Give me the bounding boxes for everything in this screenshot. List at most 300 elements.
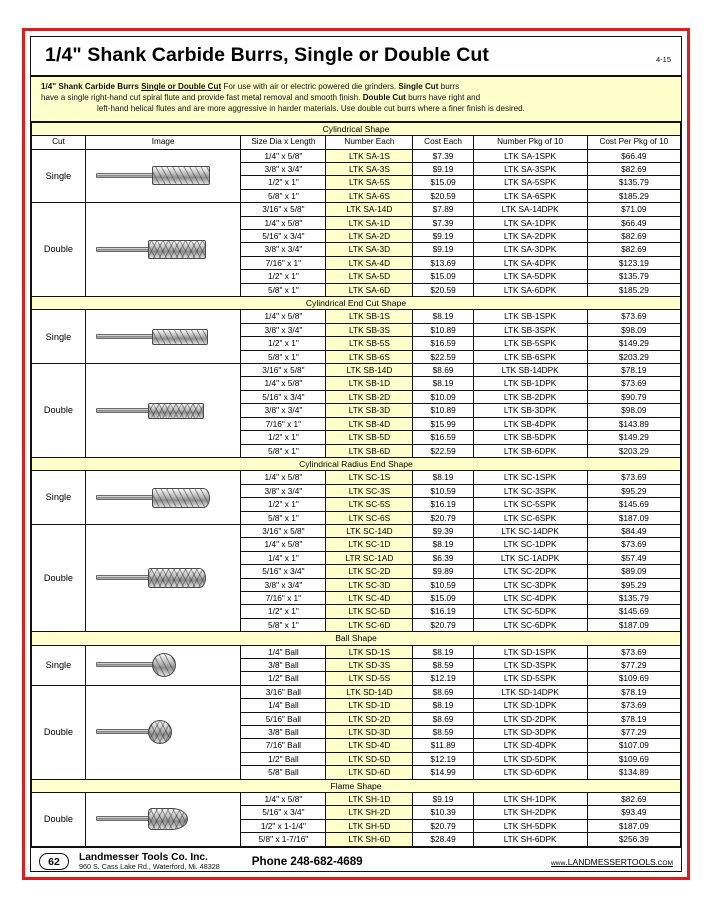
- part-number-each: LTK SB-6S: [326, 350, 413, 363]
- cost-each: $16.19: [413, 498, 473, 511]
- size-cell: 5/8" x 1": [241, 511, 326, 524]
- intro-line2-tail: burrs have right and: [405, 92, 481, 102]
- section-header-row: [32, 457, 681, 470]
- part-number-each: LTK SC-6S: [326, 511, 413, 524]
- burr-spec-table: [31, 122, 681, 847]
- part-number-pkg10: LTK SD-14DPK: [473, 685, 587, 698]
- part-number-pkg10: LTK SB-1DPK: [473, 377, 587, 390]
- size-cell: 5/8" x 1": [241, 618, 326, 631]
- table-row[interactable]: [32, 793, 681, 806]
- part-number-each: LTK SB-1S: [326, 310, 413, 323]
- cost-pkg10: $66.49: [587, 149, 680, 162]
- cost-pkg10: $82.69: [587, 230, 680, 243]
- page-footer: [31, 847, 681, 877]
- part-number-pkg10: LTK SD-5SPK: [473, 672, 587, 685]
- size-cell: 1/2" x 1": [241, 498, 326, 511]
- cost-pkg10: $185.29: [587, 189, 680, 202]
- part-number-pkg10: LTK SB-1SPK: [473, 310, 587, 323]
- cost-pkg10: $98.09: [587, 404, 680, 417]
- cost-pkg10: $98.09: [587, 323, 680, 336]
- part-number-each: LTK SH-5D: [326, 819, 413, 832]
- cost-pkg10: $109.69: [587, 672, 680, 685]
- intro-product-bold: 1/4" Shank Carbide Burrs: [41, 82, 142, 91]
- part-number-each: LTK SC-6D: [326, 618, 413, 631]
- burr-illustration-radend: [88, 525, 239, 631]
- part-number-each: LTK SD-6D: [326, 766, 413, 779]
- cost-pkg10: $89.09: [587, 565, 680, 578]
- cost-pkg10: $71.09: [587, 203, 680, 216]
- part-number-pkg10: LTK SB-3DPK: [473, 404, 587, 417]
- part-number-pkg10: LTK SB-3SPK: [473, 323, 587, 336]
- cost-each: $15.09: [413, 176, 473, 189]
- part-number-pkg10: LTK SC-5DPK: [473, 605, 587, 618]
- burr-shank: [96, 408, 150, 413]
- part-number-each: LTK SA-14D: [326, 203, 413, 216]
- cost-pkg10: $135.79: [587, 591, 680, 604]
- size-cell: 5/16" x 3/4": [241, 230, 326, 243]
- cost-each: $15.09: [413, 591, 473, 604]
- column-header-1: Image: [85, 136, 241, 149]
- burr-illustration-ball: [88, 686, 239, 779]
- cost-each: $12.19: [413, 752, 473, 765]
- cost-pkg10: $135.79: [587, 270, 680, 283]
- cost-each: $10.39: [413, 806, 473, 819]
- cost-pkg10: $107.09: [587, 739, 680, 752]
- size-cell: 1/4" Ball: [241, 699, 326, 712]
- cost-each: $28.49: [413, 833, 473, 846]
- part-number-each: LTK SD-3S: [326, 659, 413, 672]
- cut-type-cell: Single: [32, 149, 86, 203]
- cost-pkg10: $145.69: [587, 498, 680, 511]
- part-number-each: LTK SB-6D: [326, 444, 413, 457]
- part-number-pkg10: LTK SC-6DPK: [473, 618, 587, 631]
- part-number-each: LTK SA-6D: [326, 283, 413, 296]
- size-cell: 1/2" x 1": [241, 337, 326, 350]
- burr-shank: [96, 173, 154, 178]
- cost-pkg10: $73.69: [587, 645, 680, 658]
- cost-each: $15.09: [413, 270, 473, 283]
- size-cell: 1/4" Ball: [241, 645, 326, 658]
- part-number-each: LTK SH-2D: [326, 806, 413, 819]
- table-row[interactable]: [32, 471, 681, 484]
- size-cell: 3/8" Ball: [241, 726, 326, 739]
- part-number-pkg10: LTK SB-2DPK: [473, 390, 587, 403]
- intro-line1-tail: burrs: [438, 82, 460, 91]
- part-number-each: LTK SA-1D: [326, 216, 413, 229]
- cost-each: $16.59: [413, 431, 473, 444]
- size-cell: 1/4" x 5/8": [241, 793, 326, 806]
- part-number-pkg10: LTK SD-2DPK: [473, 712, 587, 725]
- part-number-each: LTK SH-1D: [326, 793, 413, 806]
- cost-pkg10: $66.49: [587, 216, 680, 229]
- part-number-pkg10: LTK SA-5SPK: [473, 176, 587, 189]
- part-number-each: LTK SC-14D: [326, 524, 413, 537]
- image-cell: [85, 149, 241, 203]
- section-header-row: [32, 779, 681, 792]
- size-cell: 1/4" x 5/8": [241, 149, 326, 162]
- cost-pkg10: $73.69: [587, 699, 680, 712]
- cost-each: $6.39: [413, 551, 473, 564]
- size-cell: 5/8" Ball: [241, 766, 326, 779]
- size-cell: 5/16" x 3/4": [241, 565, 326, 578]
- cost-each: $8.59: [413, 726, 473, 739]
- cut-type-cell: Single: [32, 310, 86, 364]
- burr-head: [152, 329, 208, 345]
- cut-type-cell: Double: [32, 685, 86, 779]
- size-cell: 3/8" x 3/4": [241, 404, 326, 417]
- cost-pkg10: $57.49: [587, 551, 680, 564]
- column-header-0: Cut: [32, 136, 86, 149]
- cost-each: $9.89: [413, 565, 473, 578]
- size-cell: 5/16" x 3/4": [241, 806, 326, 819]
- burr-shank: [96, 334, 154, 339]
- size-cell: 1/4" x 5/8": [241, 538, 326, 551]
- image-cell: [85, 645, 241, 685]
- part-number-pkg10: LTK SB-5SPK: [473, 337, 587, 350]
- part-number-pkg10: LTK SD-5DPK: [473, 752, 587, 765]
- intro-paragraph: [31, 77, 681, 122]
- page-inner-border: [30, 36, 682, 872]
- cost-pkg10: $143.89: [587, 417, 680, 430]
- column-header-4: Cost Each: [413, 136, 473, 149]
- size-cell: 3/16" Ball: [241, 685, 326, 698]
- part-number-pkg10: LTK SD-6DPK: [473, 766, 587, 779]
- section-title: Cylindrical Shape: [32, 122, 681, 135]
- cost-each: $12.19: [413, 672, 473, 685]
- cost-pkg10: $149.29: [587, 431, 680, 444]
- part-number-each: LTK SB-4D: [326, 417, 413, 430]
- part-number-pkg10: LTK SD-3SPK: [473, 659, 587, 672]
- cost-each: $20.59: [413, 283, 473, 296]
- size-cell: 5/8" x 1-7/16": [241, 833, 326, 846]
- part-number-each: LTK SB-2D: [326, 390, 413, 403]
- burr-illustration-cyl: [88, 203, 239, 296]
- section-title: Cylindrical End Cut Shape: [32, 297, 681, 310]
- part-number-pkg10: LTK SA-3SPK: [473, 162, 587, 175]
- cost-each: $8.69: [413, 364, 473, 377]
- cost-pkg10: $73.69: [587, 310, 680, 323]
- burr-head: [152, 166, 210, 185]
- part-number-pkg10: LTK SC-5SPK: [473, 498, 587, 511]
- image-cell: [85, 310, 241, 364]
- cost-each: $8.59: [413, 659, 473, 672]
- cost-each: $10.59: [413, 578, 473, 591]
- table-row[interactable]: [32, 310, 681, 323]
- part-number-pkg10: LTK SA-2DPK: [473, 230, 587, 243]
- cost-each: $8.69: [413, 685, 473, 698]
- website-www: www: [551, 859, 566, 867]
- table-row[interactable]: [32, 524, 681, 537]
- burr-head: [152, 653, 176, 677]
- cost-each: $9.19: [413, 793, 473, 806]
- cost-each: $7.39: [413, 216, 473, 229]
- cost-each: $20.79: [413, 511, 473, 524]
- company-block: [79, 852, 220, 872]
- table-row[interactable]: [32, 645, 681, 658]
- section-header-row: [32, 632, 681, 645]
- burr-shank: [96, 247, 150, 252]
- intro-single-cut-bold: Single Cut: [398, 82, 439, 91]
- size-cell: 3/8" Ball: [241, 659, 326, 672]
- cost-each: $10.89: [413, 323, 473, 336]
- size-cell: 3/8" x 3/4": [241, 243, 326, 256]
- part-number-each: LTK SD-1S: [326, 645, 413, 658]
- cost-pkg10: $78.19: [587, 685, 680, 698]
- size-cell: 1/2" x 1": [241, 605, 326, 618]
- size-cell: 3/8" x 3/4": [241, 323, 326, 336]
- cost-each: $9.19: [413, 162, 473, 175]
- table-row[interactable]: [32, 203, 681, 216]
- size-cell: 1/2" x 1": [241, 176, 326, 189]
- part-number-each: LTK SD-14D: [326, 685, 413, 698]
- company-name: Landmesser Tools Co. Inc.: [79, 851, 208, 863]
- website-domain: .LANDMESSERTOOLS: [565, 856, 656, 867]
- cost-pkg10: $78.19: [587, 364, 680, 377]
- image-cell: [85, 685, 241, 779]
- cost-pkg10: $95.29: [587, 484, 680, 497]
- table-row[interactable]: [32, 685, 681, 698]
- size-cell: 1/2" x 1": [241, 431, 326, 444]
- size-cell: 7/16" x 1": [241, 256, 326, 269]
- burr-head: [148, 720, 172, 744]
- column-header-2: Size Dia x Length: [241, 136, 326, 149]
- cost-each: $11.89: [413, 739, 473, 752]
- part-number-each: LTK SC-5S: [326, 498, 413, 511]
- cost-pkg10: $78.19: [587, 712, 680, 725]
- part-number-pkg10: LTK SA-14DPK: [473, 203, 587, 216]
- cost-each: $8.19: [413, 538, 473, 551]
- part-number-pkg10: LTK SC-3DPK: [473, 578, 587, 591]
- cost-pkg10: $145.69: [587, 605, 680, 618]
- column-header-row: [32, 136, 681, 149]
- cost-pkg10: $73.69: [587, 471, 680, 484]
- size-cell: 7/16" x 1": [241, 417, 326, 430]
- cut-type-cell: Single: [32, 645, 86, 685]
- part-number-each: LTK SD-2D: [326, 712, 413, 725]
- cost-each: $9.39: [413, 524, 473, 537]
- part-number-each: LTK SB-5D: [326, 431, 413, 444]
- burr-head: [148, 568, 206, 588]
- cut-type-cell: Single: [32, 471, 86, 525]
- part-number-each: LTK SB-3S: [326, 323, 413, 336]
- part-number-pkg10: LTK SH-5DPK: [473, 819, 587, 832]
- part-number-pkg10: LTK SH-1DPK: [473, 793, 587, 806]
- cost-each: $20.59: [413, 189, 473, 202]
- column-header-5: Number Pkg of 10: [473, 136, 587, 149]
- burr-head: [148, 240, 206, 259]
- cost-pkg10: $187.09: [587, 819, 680, 832]
- cost-each: $10.89: [413, 404, 473, 417]
- burr-head: [148, 403, 204, 419]
- size-cell: 5/16" x 3/4": [241, 390, 326, 403]
- cost-pkg10: $82.69: [587, 243, 680, 256]
- part-number-each: LTK SD-1D: [326, 699, 413, 712]
- size-cell: 7/16" Ball: [241, 739, 326, 752]
- cost-pkg10: $95.29: [587, 578, 680, 591]
- size-cell: 5/8" x 1": [241, 444, 326, 457]
- size-cell: 1/4" x 5/8": [241, 216, 326, 229]
- burr-shank: [96, 662, 154, 667]
- page-header: [31, 37, 681, 77]
- image-cell: [85, 793, 241, 847]
- column-header-3: Number Each: [326, 136, 413, 149]
- part-number-each: LTK SA-1S: [326, 149, 413, 162]
- cost-each: $20.79: [413, 618, 473, 631]
- cost-pkg10: $149.29: [587, 337, 680, 350]
- cost-each: $13.69: [413, 256, 473, 269]
- cost-pkg10: $187.09: [587, 618, 680, 631]
- burr-illustration-cyl: [88, 150, 239, 203]
- part-number-each: LTK SD-4D: [326, 739, 413, 752]
- size-cell: 1/2" Ball: [241, 672, 326, 685]
- image-cell: [85, 524, 241, 631]
- size-cell: 1/2" x 1-1/4": [241, 819, 326, 832]
- burr-illustration-cylend: [88, 364, 239, 457]
- size-cell: 3/8" x 3/4": [241, 484, 326, 497]
- part-number-each: LTK SA-2D: [326, 230, 413, 243]
- cost-each: $8.19: [413, 645, 473, 658]
- part-number-pkg10: LTK SH-2DPK: [473, 806, 587, 819]
- part-number-pkg10: LTK SD-4DPK: [473, 739, 587, 752]
- website-tld: .COM: [655, 859, 673, 867]
- part-number-pkg10: LTK SD-1DPK: [473, 699, 587, 712]
- part-number-each: LTK SC-1S: [326, 471, 413, 484]
- table-row[interactable]: [32, 149, 681, 162]
- page-frame: [22, 28, 690, 880]
- part-number-each: LTK SC-3D: [326, 578, 413, 591]
- burr-shank: [96, 816, 150, 821]
- part-number-pkg10: LTK SC-4DPK: [473, 591, 587, 604]
- cut-type-cell: Double: [32, 793, 86, 847]
- burr-shank: [96, 575, 150, 580]
- cost-pkg10: $203.29: [587, 444, 680, 457]
- cost-each: $8.19: [413, 471, 473, 484]
- burr-head: [152, 488, 210, 508]
- size-cell: 5/8" x 1": [241, 283, 326, 296]
- part-number-each: LTK SD-5D: [326, 752, 413, 765]
- size-cell: 1/2" x 1": [241, 270, 326, 283]
- part-number-pkg10: LTK SH-6DPK: [473, 833, 587, 846]
- size-cell: 5/8" x 1": [241, 350, 326, 363]
- part-number-pkg10: LTK SC-1DPK: [473, 538, 587, 551]
- burr-illustration-ball: [88, 646, 239, 685]
- part-number-each: LTK SA-6S: [326, 189, 413, 202]
- part-number-pkg10: LTK SC-2DPK: [473, 565, 587, 578]
- cost-pkg10: $82.69: [587, 162, 680, 175]
- website-link[interactable]: [551, 857, 673, 867]
- table-row[interactable]: [32, 364, 681, 377]
- size-cell: 3/16" x 5/8": [241, 524, 326, 537]
- burr-shank: [96, 729, 150, 734]
- cost-each: $14.99: [413, 766, 473, 779]
- intro-line3: left-hand helical flutes and are more aggressive in harder materials. Use double cut burrs where a finer finish is desired.: [97, 103, 525, 113]
- column-header-6: Cost Per Pkg of 10: [587, 136, 680, 149]
- phone-number: Phone 248-682-4689: [251, 855, 363, 869]
- size-cell: 1/4" x 5/8": [241, 310, 326, 323]
- part-number-pkg10: LTK SA-1DPK: [473, 216, 587, 229]
- size-cell: 3/16" x 5/8": [241, 364, 326, 377]
- cost-each: $8.19: [413, 310, 473, 323]
- size-cell: 1/2" Ball: [241, 752, 326, 765]
- burr-illustration-cylend: [88, 310, 239, 363]
- part-number-each: LTK SA-3S: [326, 162, 413, 175]
- size-cell: 1/4" x 1": [241, 551, 326, 564]
- part-number-pkg10: LTK SA-6DPK: [473, 283, 587, 296]
- cost-each: $16.19: [413, 605, 473, 618]
- cost-pkg10: $77.29: [587, 659, 680, 672]
- cost-pkg10: $135.79: [587, 176, 680, 189]
- cost-pkg10: $90.79: [587, 390, 680, 403]
- part-number-each: LTK SA-5D: [326, 270, 413, 283]
- cost-pkg10: $187.09: [587, 511, 680, 524]
- part-number-pkg10: LTK SC-1ADPK: [473, 551, 587, 564]
- cost-pkg10: $134.89: [587, 766, 680, 779]
- cut-type-cell: Double: [32, 364, 86, 458]
- part-number-pkg10: LTK SA-1SPK: [473, 149, 587, 162]
- cost-pkg10: $82.69: [587, 793, 680, 806]
- part-number-each: LTK SC-5D: [326, 605, 413, 618]
- part-number-each: LTK SD-5S: [326, 672, 413, 685]
- cut-type-cell: Double: [32, 524, 86, 631]
- cost-pkg10: $256.39: [587, 833, 680, 846]
- size-cell: 7/16" x 1": [241, 591, 326, 604]
- cost-each: $8.69: [413, 712, 473, 725]
- cost-pkg10: $77.29: [587, 726, 680, 739]
- part-number-each: LTK SA-4D: [326, 256, 413, 269]
- cost-each: $10.59: [413, 484, 473, 497]
- part-number-each: LTK SD-3D: [326, 726, 413, 739]
- burr-head: [148, 808, 188, 830]
- part-number-pkg10: LTK SB-14DPK: [473, 364, 587, 377]
- cost-each: $20.79: [413, 819, 473, 832]
- part-number-each: LTK SH-6D: [326, 833, 413, 846]
- part-number-pkg10: LTK SD-3DPK: [473, 726, 587, 739]
- cut-type-cell: Double: [32, 203, 86, 297]
- cost-pkg10: $123.19: [587, 256, 680, 269]
- size-cell: 3/8" x 3/4": [241, 578, 326, 591]
- page-number: 62: [39, 853, 69, 870]
- part-number-pkg10: LTK SC-3SPK: [473, 484, 587, 497]
- cost-each: $7.39: [413, 149, 473, 162]
- part-number-each: LTK SC-2D: [326, 565, 413, 578]
- part-number-each: LTK SB-5S: [326, 337, 413, 350]
- size-cell: 5/16" Ball: [241, 712, 326, 725]
- intro-line2: have a single right-hand cut spiral flute and provide fast metal removal and smooth finish.: [41, 92, 363, 102]
- part-number-pkg10: LTK SB-6DPK: [473, 444, 587, 457]
- cost-each: $7.89: [413, 203, 473, 216]
- part-number-each: LTK SC-3S: [326, 484, 413, 497]
- size-cell: 3/16" x 5/8": [241, 203, 326, 216]
- part-number-each: LTK SB-14D: [326, 364, 413, 377]
- cost-each: $8.19: [413, 377, 473, 390]
- cost-pkg10: $93.49: [587, 806, 680, 819]
- cost-pkg10: $73.69: [587, 377, 680, 390]
- cost-each: $9.19: [413, 243, 473, 256]
- image-cell: [85, 203, 241, 297]
- burr-shank: [96, 495, 154, 500]
- revision-code: 4-15: [655, 55, 671, 64]
- part-number-pkg10: LTK SA-6SPK: [473, 189, 587, 202]
- cost-each: $10.09: [413, 390, 473, 403]
- section-header-row: [32, 297, 681, 310]
- part-number-pkg10: LTK SC-6SPK: [473, 511, 587, 524]
- cost-each: $8.19: [413, 699, 473, 712]
- part-number-each: LTK SB-3D: [326, 404, 413, 417]
- cost-each: $9.19: [413, 230, 473, 243]
- cost-pkg10: $84.49: [587, 524, 680, 537]
- part-number-pkg10: LTK SB-4DPK: [473, 417, 587, 430]
- burr-illustration-radend: [88, 471, 239, 524]
